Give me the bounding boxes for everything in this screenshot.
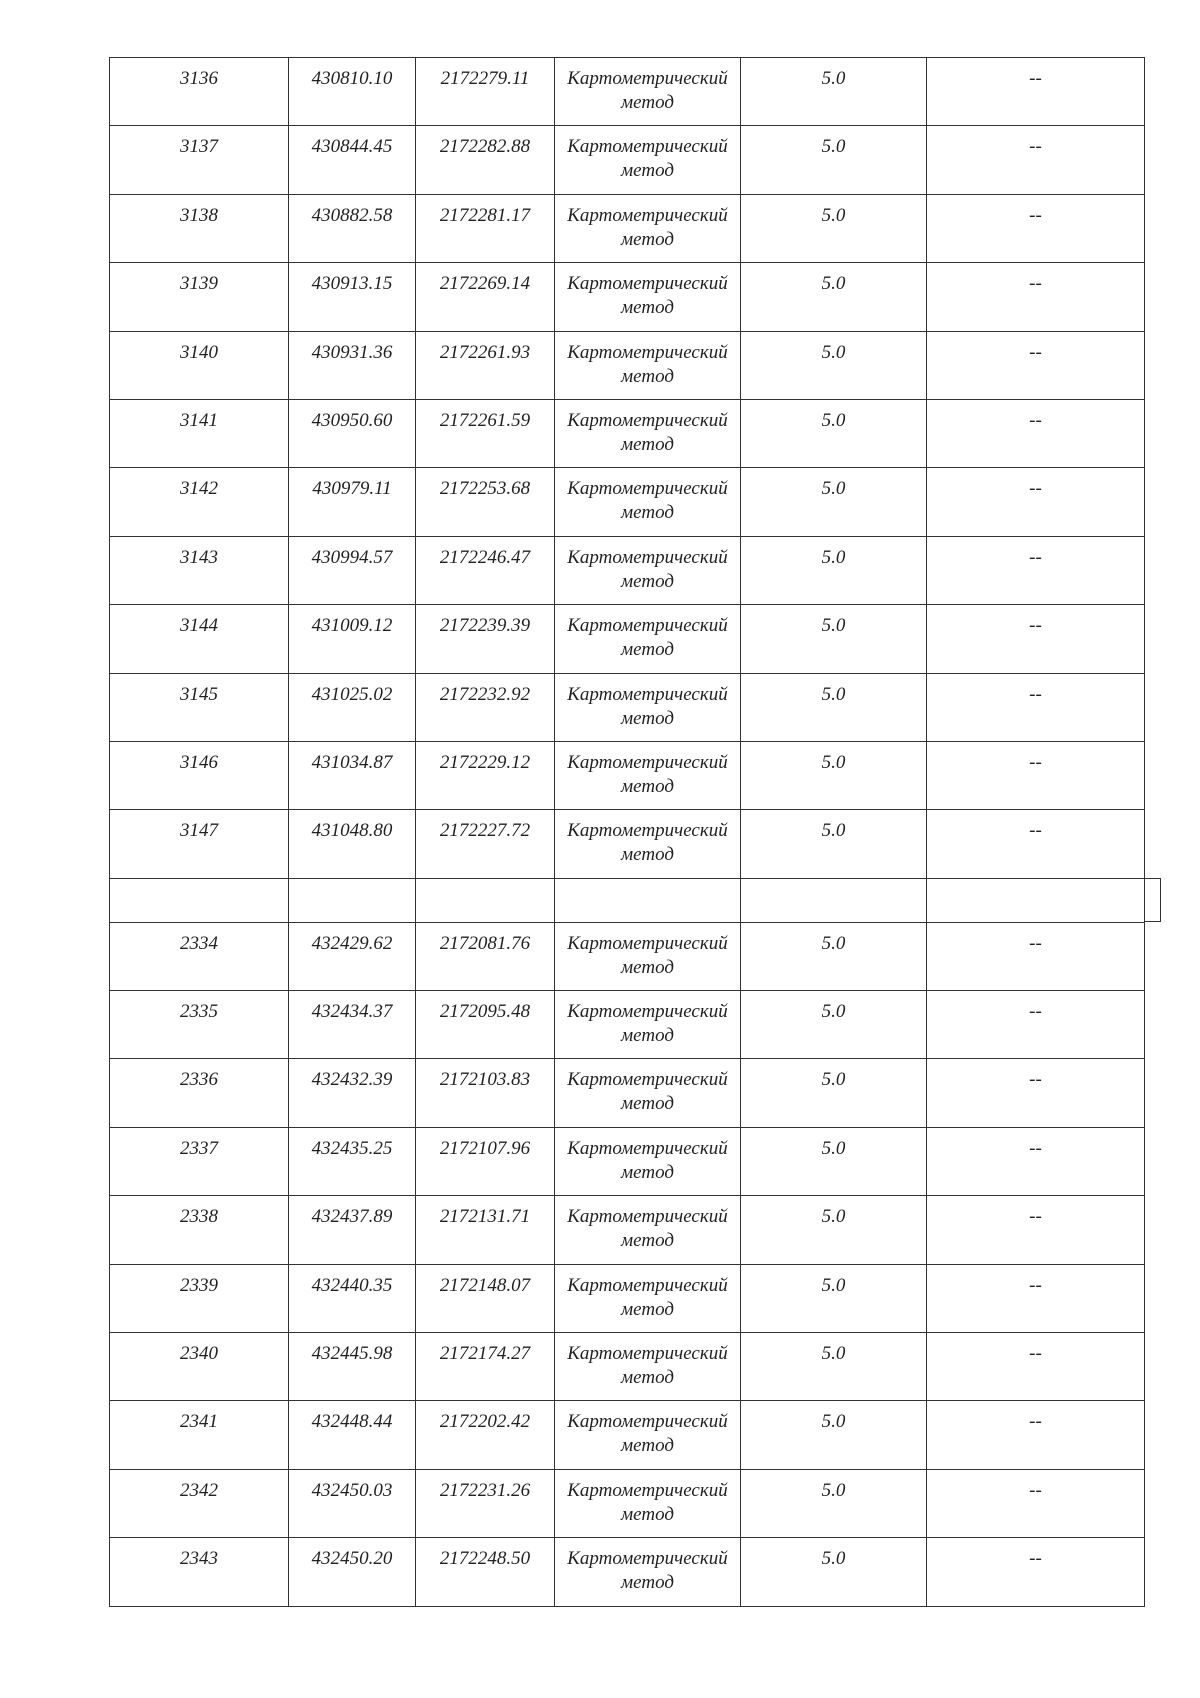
y-coordinate-cell: 2172253.68 xyxy=(416,468,555,536)
x-coordinate-cell: 432429.62 xyxy=(289,922,416,990)
method-cell: Картометрический метод xyxy=(555,1196,741,1264)
table-row xyxy=(110,399,1145,467)
accuracy-cell: 5.0 xyxy=(741,605,927,673)
point-number-cell: 3145 xyxy=(110,673,289,741)
y-coordinate-cell: 2172148.07 xyxy=(416,1264,555,1332)
note-cell: -- xyxy=(927,673,1145,741)
table-row xyxy=(110,1333,1145,1401)
y-coordinate-cell: 2172282.88 xyxy=(416,126,555,194)
empty-cell xyxy=(416,878,555,922)
method-cell: Картометрический метод xyxy=(555,991,741,1059)
point-number-cell: 3147 xyxy=(110,810,289,878)
y-coordinate-cell: 2172279.11 xyxy=(416,58,555,126)
method-cell: Картометрический метод xyxy=(555,399,741,467)
y-coordinate-cell: 2172229.12 xyxy=(416,741,555,809)
point-number-cell: 3142 xyxy=(110,468,289,536)
note-cell: -- xyxy=(927,1127,1145,1195)
x-coordinate-cell: 430913.15 xyxy=(289,263,416,331)
note-cell: -- xyxy=(927,1469,1145,1537)
note-cell: -- xyxy=(927,922,1145,990)
x-coordinate-cell: 430950.60 xyxy=(289,399,416,467)
method-cell: Картометрический метод xyxy=(555,1333,741,1401)
method-cell: Картометрический метод xyxy=(555,605,741,673)
y-coordinate-cell: 2172202.42 xyxy=(416,1401,555,1469)
note-cell: -- xyxy=(927,126,1145,194)
x-coordinate-cell: 432450.20 xyxy=(289,1538,416,1606)
empty-cell xyxy=(927,878,1145,922)
y-coordinate-cell: 2172239.39 xyxy=(416,605,555,673)
method-cell: Картометрический метод xyxy=(555,263,741,331)
accuracy-cell: 5.0 xyxy=(741,810,927,878)
point-number-cell: 3144 xyxy=(110,605,289,673)
x-coordinate-cell: 432432.39 xyxy=(289,1059,416,1127)
accuracy-cell: 5.0 xyxy=(741,741,927,809)
point-number-cell: 2341 xyxy=(110,1401,289,1469)
empty-cell xyxy=(555,878,741,922)
empty-cell xyxy=(110,878,289,922)
accuracy-cell: 5.0 xyxy=(741,922,927,990)
x-coordinate-cell: 431048.80 xyxy=(289,810,416,878)
coordinates-table-body xyxy=(110,58,1145,1607)
point-number-cell: 2340 xyxy=(110,1333,289,1401)
method-cell: Картометрический метод xyxy=(555,1469,741,1537)
y-coordinate-cell: 2172232.92 xyxy=(416,673,555,741)
note-cell: -- xyxy=(927,58,1145,126)
note-cell: -- xyxy=(927,194,1145,262)
accuracy-cell: 5.0 xyxy=(741,536,927,604)
empty-cell xyxy=(289,878,416,922)
y-coordinate-cell: 2172107.96 xyxy=(416,1127,555,1195)
table-row xyxy=(110,126,1145,194)
x-coordinate-cell: 432434.37 xyxy=(289,991,416,1059)
note-cell: -- xyxy=(927,263,1145,331)
point-number-cell: 3136 xyxy=(110,58,289,126)
table-row xyxy=(110,1264,1145,1332)
y-coordinate-cell: 2172261.59 xyxy=(416,399,555,467)
x-coordinate-cell: 430882.58 xyxy=(289,194,416,262)
y-coordinate-cell: 2172269.14 xyxy=(416,263,555,331)
method-cell: Картометрический метод xyxy=(555,1401,741,1469)
x-coordinate-cell: 432448.44 xyxy=(289,1401,416,1469)
note-cell: -- xyxy=(927,1333,1145,1401)
x-coordinate-cell: 431034.87 xyxy=(289,741,416,809)
table-row xyxy=(110,1469,1145,1537)
table-row xyxy=(110,991,1145,1059)
table-row xyxy=(110,1401,1145,1469)
accuracy-cell: 5.0 xyxy=(741,1264,927,1332)
table-row xyxy=(110,194,1145,262)
y-coordinate-cell: 2172246.47 xyxy=(416,536,555,604)
x-coordinate-cell: 432445.98 xyxy=(289,1333,416,1401)
x-coordinate-cell: 430979.11 xyxy=(289,468,416,536)
method-cell: Картометрический метод xyxy=(555,126,741,194)
accuracy-cell: 5.0 xyxy=(741,399,927,467)
accuracy-cell: 5.0 xyxy=(741,1333,927,1401)
x-coordinate-cell: 430931.36 xyxy=(289,331,416,399)
method-cell: Картометрический метод xyxy=(555,1059,741,1127)
accuracy-cell: 5.0 xyxy=(741,991,927,1059)
table-row xyxy=(110,605,1145,673)
note-cell: -- xyxy=(927,1538,1145,1606)
point-number-cell: 2334 xyxy=(110,922,289,990)
y-coordinate-cell: 2172231.26 xyxy=(416,1469,555,1537)
table-row xyxy=(110,468,1145,536)
accuracy-cell: 5.0 xyxy=(741,331,927,399)
accuracy-cell: 5.0 xyxy=(741,1059,927,1127)
note-cell: -- xyxy=(927,1196,1145,1264)
point-number-cell: 2338 xyxy=(110,1196,289,1264)
method-cell: Картометрический метод xyxy=(555,1264,741,1332)
point-number-cell: 3138 xyxy=(110,194,289,262)
accuracy-cell: 5.0 xyxy=(741,1401,927,1469)
table-row xyxy=(110,58,1145,126)
accuracy-cell: 5.0 xyxy=(741,58,927,126)
accuracy-cell: 5.0 xyxy=(741,1469,927,1537)
method-cell: Картометрический метод xyxy=(555,922,741,990)
method-cell: Картометрический метод xyxy=(555,331,741,399)
x-coordinate-cell: 430994.57 xyxy=(289,536,416,604)
accuracy-cell: 5.0 xyxy=(741,468,927,536)
point-number-cell: 2335 xyxy=(110,991,289,1059)
y-coordinate-cell: 2172081.76 xyxy=(416,922,555,990)
accuracy-cell: 5.0 xyxy=(741,673,927,741)
note-cell: -- xyxy=(927,605,1145,673)
note-cell: -- xyxy=(927,810,1145,878)
table-row xyxy=(110,263,1145,331)
table-row xyxy=(110,810,1145,878)
table-row xyxy=(110,1059,1145,1127)
method-cell: Картометрический метод xyxy=(555,1127,741,1195)
x-coordinate-cell: 431025.02 xyxy=(289,673,416,741)
point-number-cell: 2336 xyxy=(110,1059,289,1127)
method-cell: Картометрический метод xyxy=(555,810,741,878)
note-cell: -- xyxy=(927,331,1145,399)
table-row xyxy=(110,331,1145,399)
x-coordinate-cell: 432440.35 xyxy=(289,1264,416,1332)
y-coordinate-cell: 2172227.72 xyxy=(416,810,555,878)
y-coordinate-cell: 2172261.93 xyxy=(416,331,555,399)
y-coordinate-cell: 2172281.17 xyxy=(416,194,555,262)
method-cell: Картометрический метод xyxy=(555,194,741,262)
accuracy-cell: 5.0 xyxy=(741,263,927,331)
point-number-cell: 2342 xyxy=(110,1469,289,1537)
blank-separator-row xyxy=(110,878,1145,922)
accuracy-cell: 5.0 xyxy=(741,126,927,194)
y-coordinate-cell: 2172174.27 xyxy=(416,1333,555,1401)
table-row xyxy=(110,1127,1145,1195)
method-cell: Картометрический метод xyxy=(555,468,741,536)
accuracy-cell: 5.0 xyxy=(741,1127,927,1195)
table-edge-mark xyxy=(1145,878,1161,922)
note-cell: -- xyxy=(927,991,1145,1059)
table-row xyxy=(110,673,1145,741)
table-row xyxy=(110,741,1145,809)
x-coordinate-cell: 432435.25 xyxy=(289,1127,416,1195)
table-row xyxy=(110,536,1145,604)
coordinates-table xyxy=(109,57,1145,1607)
empty-cell xyxy=(741,878,927,922)
note-cell: -- xyxy=(927,399,1145,467)
x-coordinate-cell: 432437.89 xyxy=(289,1196,416,1264)
y-coordinate-cell: 2172095.48 xyxy=(416,991,555,1059)
table-row xyxy=(110,1196,1145,1264)
accuracy-cell: 5.0 xyxy=(741,1538,927,1606)
method-cell: Картометрический метод xyxy=(555,58,741,126)
point-number-cell: 2339 xyxy=(110,1264,289,1332)
point-number-cell: 2337 xyxy=(110,1127,289,1195)
table-row xyxy=(110,922,1145,990)
method-cell: Картометрический метод xyxy=(555,741,741,809)
point-number-cell: 2343 xyxy=(110,1538,289,1606)
accuracy-cell: 5.0 xyxy=(741,1196,927,1264)
y-coordinate-cell: 2172248.50 xyxy=(416,1538,555,1606)
point-number-cell: 3141 xyxy=(110,399,289,467)
note-cell: -- xyxy=(927,468,1145,536)
note-cell: -- xyxy=(927,1401,1145,1469)
note-cell: -- xyxy=(927,741,1145,809)
note-cell: -- xyxy=(927,1059,1145,1127)
x-coordinate-cell: 432450.03 xyxy=(289,1469,416,1537)
point-number-cell: 3146 xyxy=(110,741,289,809)
method-cell: Картометрический метод xyxy=(555,536,741,604)
note-cell: -- xyxy=(927,536,1145,604)
method-cell: Картометрический метод xyxy=(555,1538,741,1606)
x-coordinate-cell: 430810.10 xyxy=(289,58,416,126)
point-number-cell: 3140 xyxy=(110,331,289,399)
method-cell: Картометрический метод xyxy=(555,673,741,741)
y-coordinate-cell: 2172131.71 xyxy=(416,1196,555,1264)
point-number-cell: 3143 xyxy=(110,536,289,604)
table-row xyxy=(110,1538,1145,1606)
note-cell: -- xyxy=(927,1264,1145,1332)
x-coordinate-cell: 431009.12 xyxy=(289,605,416,673)
point-number-cell: 3139 xyxy=(110,263,289,331)
point-number-cell: 3137 xyxy=(110,126,289,194)
y-coordinate-cell: 2172103.83 xyxy=(416,1059,555,1127)
accuracy-cell: 5.0 xyxy=(741,194,927,262)
x-coordinate-cell: 430844.45 xyxy=(289,126,416,194)
